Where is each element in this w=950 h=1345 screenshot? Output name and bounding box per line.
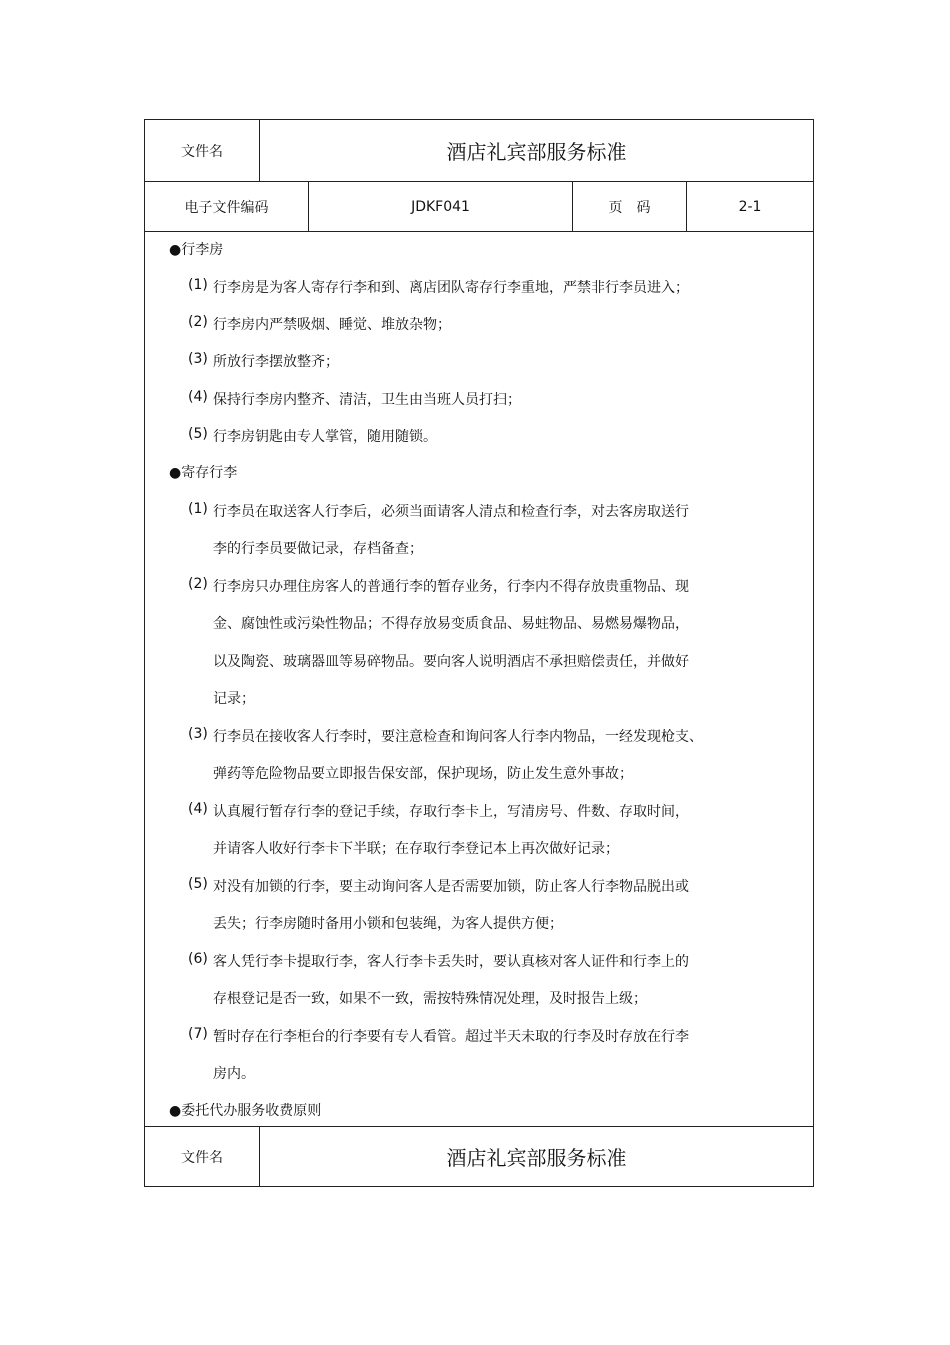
item-number: (4) <box>188 389 208 405</box>
item-number: (3) <box>188 726 208 742</box>
item-number: (2) <box>188 576 208 592</box>
title-cell <box>260 120 813 181</box>
item-number: (5) <box>188 426 208 442</box>
item-text-line: 房内。 <box>213 1066 255 1082</box>
page-value-cell <box>687 182 813 231</box>
title-row <box>145 120 813 182</box>
item-text-line: 客人凭行李卡提取行李，客人行李卡丢失时，要认真核对客人证件和行李上的 <box>213 954 689 970</box>
item-text-line: 并请客人收好行李卡下半联；在存取行李登记本上再次做好记录； <box>213 841 619 857</box>
item-text-line: 金、腐蚀性或污染性物品；不得存放易变质食品、易蛀物品、易燃易爆物品， <box>213 616 689 632</box>
code-label: 电子文件编码 <box>184 199 269 216</box>
item-number: (4) <box>188 801 208 817</box>
code-value-cell <box>309 182 573 231</box>
file-name-label: 文件名 <box>181 143 223 160</box>
item-text-line: 对没有加锁的行李，要主动询问客人是否需要加锁，防止客人行李物品脱出或 <box>213 879 689 895</box>
section-heading: ●寄存行李 <box>169 465 238 481</box>
item-text-line: 行李员在取送客人行李后，必须当面请客人清点和检查行李，对去客房取送行 <box>213 504 689 520</box>
item-number: (1) <box>188 277 208 293</box>
item-text-line: 保持行李房内整齐、清洁，卫生由当班人员打扫； <box>213 392 521 408</box>
page-label: 页 码 <box>608 199 651 216</box>
item-text-line: 记录； <box>213 691 255 707</box>
code-value: JDKF041 <box>411 198 470 215</box>
item-text-line: 行李房钥匙由专人掌管，随用随锁。 <box>213 429 437 445</box>
document-title: 酒店礼宾部服务标准 <box>446 140 627 164</box>
item-number: (6) <box>188 951 208 967</box>
item-text-line: 弹药等危险物品要立即报告保安部，保护现场，防止发生意外事故； <box>213 766 633 782</box>
item-text-line: 所放行李摆放整齐； <box>213 354 339 370</box>
file-name-label-cell <box>145 1127 260 1186</box>
item-number: (5) <box>188 876 208 892</box>
page-label-cell <box>573 182 687 231</box>
section-heading: ●委托代办服务收费原则 <box>169 1103 322 1119</box>
document-frame <box>144 119 814 1187</box>
item-text-line: 行李房只办理住房客人的普通行李的暂存业务，行李内不得存放贵重物品、现 <box>213 579 689 595</box>
item-number: (7) <box>188 1026 208 1042</box>
file-name-label-cell <box>145 120 260 181</box>
item-text-line: 以及陶瓷、玻璃器皿等易碎物品。要向客人说明酒店不承担赔偿责任，并做好 <box>213 654 689 670</box>
meta-row <box>145 182 813 232</box>
file-name-label: 文件名 <box>181 1149 223 1166</box>
item-text-line: 丢失；行李房随时备用小锁和包装绳，为客人提供方便； <box>213 916 563 932</box>
item-text-line: 行李房是为客人寄存行李和到、离店团队寄存行李重地，严禁非行李员进入； <box>213 280 689 296</box>
item-text-line: 行李房内严禁吸烟、睡觉、堆放杂物； <box>213 317 451 333</box>
section-heading: ●行李房 <box>169 242 224 258</box>
item-text-line: 存根登记是否一致，如果不一致，需按特殊情况处理，及时报告上级； <box>213 991 647 1007</box>
page-value: 2-1 <box>738 198 762 215</box>
title-cell <box>260 1127 813 1186</box>
document-title: 酒店礼宾部服务标准 <box>446 1146 627 1170</box>
item-number: (2) <box>188 314 208 330</box>
item-text-line: 认真履行暂存行李的登记手续，存取行李卡上，写清房号、件数、存取时间， <box>213 804 689 820</box>
item-text-line: 暂时存在行李柜台的行李要有专人看管。超过半天未取的行李及时存放在行李 <box>213 1029 689 1045</box>
item-text-line: 行李员在接收客人行李时，要注意检查和询问客人行李内物品，一经发现枪支、 <box>213 729 703 745</box>
code-label-cell <box>145 182 309 231</box>
item-number: (3) <box>188 351 208 367</box>
item-number: (1) <box>188 501 208 517</box>
content-body <box>145 233 813 1125</box>
item-text-line: 李的行李员要做记录，存档备查； <box>213 541 423 557</box>
title-row-bottom <box>145 1126 813 1186</box>
